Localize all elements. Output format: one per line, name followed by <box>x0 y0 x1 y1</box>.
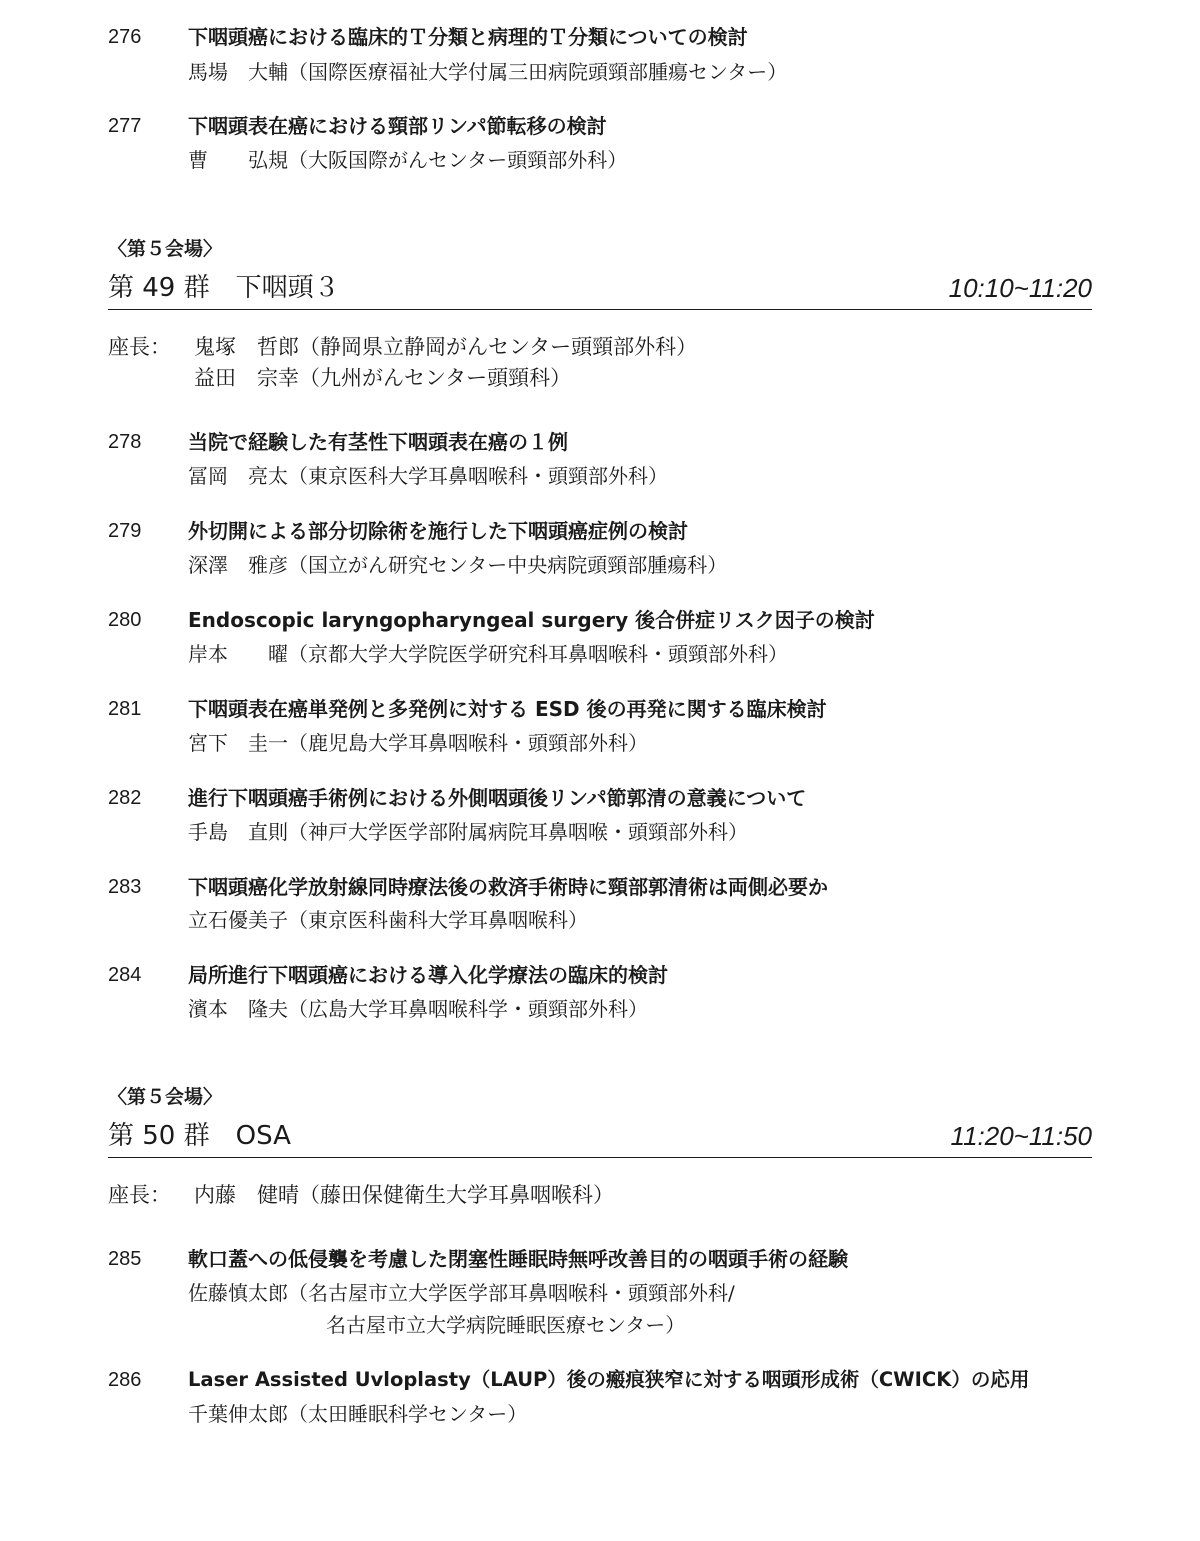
abstract-author: 手島 直則（神戸大学医学部附属病院耳鼻咽喉・頭頸部外科） <box>188 820 748 844</box>
abstract-number: 285 <box>108 1248 142 1270</box>
abstract-number: 286 <box>108 1369 142 1391</box>
abstract-number: 278 <box>108 431 142 453</box>
abstract-author: 千葉伸太郎（太田睡眠科学センター） <box>188 1402 528 1426</box>
abstract-author-continued: 名古屋市立大学病院睡眠医療センター） <box>326 1313 686 1337</box>
abstract-author: 岸本 曜（京都大学大学院医学研究科耳鼻咽喉科・頭頸部外科） <box>188 642 788 666</box>
abstract-author: 深澤 雅彦（国立がん研究センター中央病院頭頸部腫瘍科） <box>188 553 728 577</box>
abstract-title: 当院で経験した有茎性下咽頭表在癌の１例 <box>188 430 568 454</box>
abstract-author: 佐藤慎太郎（名古屋市立大学医学部耳鼻咽喉科・頭頸部外科/ <box>188 1281 735 1305</box>
abstract-title: 下咽頭癌における臨床的Ｔ分類と病理的Ｔ分類についての検討 <box>188 25 748 49</box>
session-time: 11:20~11:50 <box>950 1121 1092 1151</box>
abstract-number: 283 <box>108 876 142 898</box>
session-divider <box>108 1157 1092 1158</box>
abstract-author: 立石優美子（東京医科歯科大学耳鼻咽喉科） <box>188 908 588 932</box>
chair-label: 座長： <box>108 335 171 359</box>
session-venue: 〈第５会場〉 <box>108 238 223 260</box>
abstract-number: 284 <box>108 964 142 986</box>
abstract-number: 282 <box>108 787 142 809</box>
chair-person: 内藤 健晴（藤田保健衛生大学耳鼻咽喉科） <box>194 1183 614 1207</box>
abstract-author: 宮下 圭一（鹿児島大学耳鼻咽喉科・頭頸部外科） <box>188 731 648 755</box>
abstract-author: 馬場 大輔（国際医療福祉大学付属三田病院頭頸部腫瘍センター） <box>188 60 788 84</box>
session-venue: 〈第５会場〉 <box>108 1086 223 1108</box>
abstract-number: 280 <box>108 609 142 631</box>
abstract-number: 279 <box>108 520 142 542</box>
abstract-title: 進行下咽頭癌手術例における外側咽頭後リンパ節郭清の意義について <box>188 786 807 810</box>
chair-person: 鬼塚 哲郎（静岡県立静岡がんセンター頭頸部外科） <box>194 335 698 359</box>
abstract-number: 276 <box>108 26 142 48</box>
abstract-title: 局所進行下咽頭癌における導入化学療法の臨床的検討 <box>188 963 668 987</box>
chair-person: 益田 宗幸（九州がんセンター頭頸科） <box>194 366 572 390</box>
abstract-title: 下咽頭表在癌における頸部リンパ節転移の検討 <box>188 114 607 138</box>
abstract-author: 曹 弘規（大阪国際がんセンター頭頸部外科） <box>188 148 628 172</box>
abstract-number: 277 <box>108 115 142 137</box>
abstract-title: 軟口蓋への低侵襲を考慮した閉塞性睡眠時無呼改善目的の咽頭手術の経験 <box>188 1247 848 1271</box>
session-group-title: 第 49 群 下咽頭３ <box>108 273 340 303</box>
chair-label: 座長： <box>108 1183 171 1207</box>
abstract-author: 冨岡 亮太（東京医科大学耳鼻咽喉科・頭頸部外科） <box>188 464 668 488</box>
abstract-title: Endoscopic laryngopharyngeal surgery 後合併症リスク因子の検討 <box>188 608 875 632</box>
abstract-author: 濱本 隆夫（広島大学耳鼻咽喉科学・頭頸部外科） <box>188 997 648 1021</box>
abstract-title: 外切開による部分切除術を施行した下咽頭癌症例の検討 <box>188 519 688 543</box>
abstract-title: 下咽頭表在癌単発例と多発例に対する ESD 後の再発に関する臨床検討 <box>188 697 827 721</box>
session-group-title: 第 50 群 OSA <box>108 1121 291 1151</box>
session-divider <box>108 309 1092 310</box>
abstract-title: 下咽頭癌化学放射線同時療法後の救済手術時に頸部郭清術は両側必要か <box>188 875 828 899</box>
session-time: 10:10~11:20 <box>948 273 1092 303</box>
abstract-number: 281 <box>108 698 142 720</box>
abstract-title: Laser Assisted Uvloplasty（LAUP）後の瘢痕狭窄に対する咽頭形成術（CWICK）の応用 <box>188 1368 1030 1391</box>
